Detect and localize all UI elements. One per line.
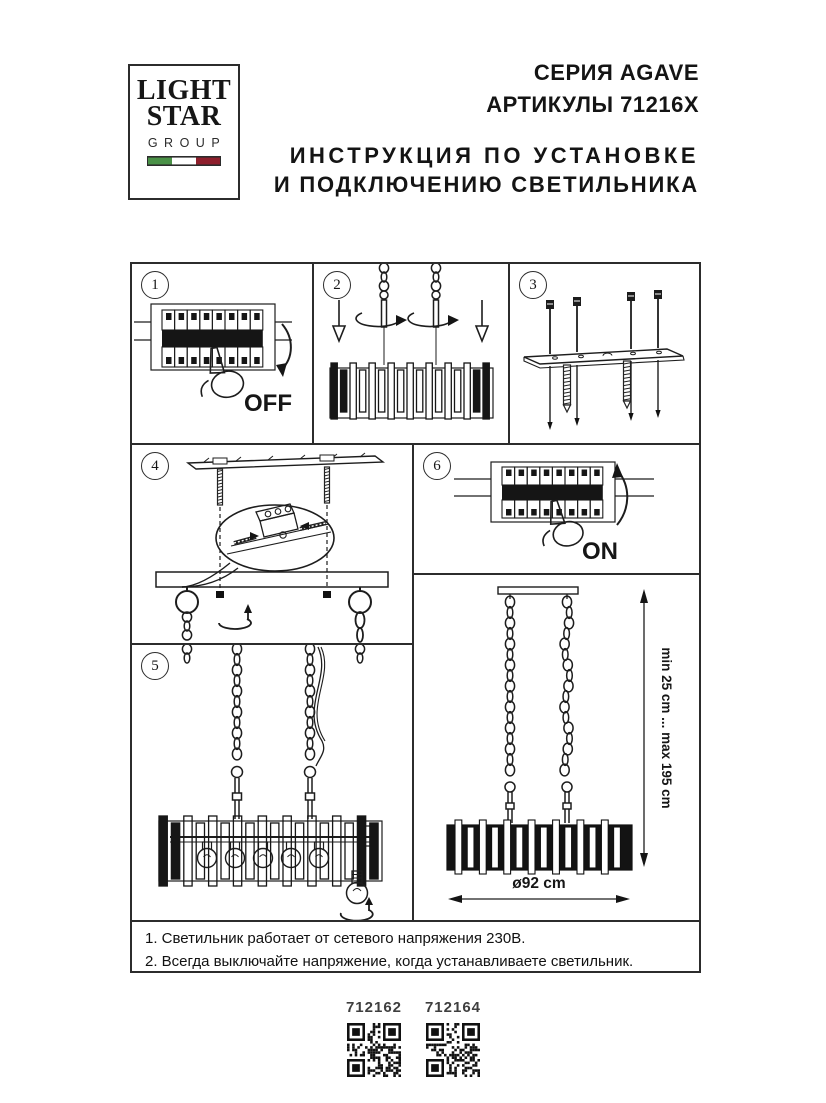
- qr-block-712164: [412, 999, 494, 1077]
- chain-left: [379, 264, 388, 291]
- panel-step-5: [130, 643, 414, 922]
- crystal-shade: [331, 363, 489, 419]
- header-titles: [274, 57, 699, 199]
- qr-code-icon: [426, 1023, 480, 1077]
- step-number-badge: 5: [141, 652, 169, 680]
- instruction-title-line1: ИНСТРУКЦИЯ ПО УСТАНОВКЕ: [289, 143, 699, 168]
- height-label: min 25 cm ... max 195 cm: [659, 647, 674, 809]
- chain-stub: [182, 645, 191, 663]
- step-number-badge: 4: [141, 452, 169, 480]
- diameter-dimension: [448, 875, 630, 903]
- fixture-dimension-drawing: [414, 575, 699, 920]
- panel-step-2: [312, 262, 510, 445]
- note-line-1: 1. Светильник работает от сетевого напряжения 230В.: [145, 930, 526, 947]
- arrow-down-icon: [276, 363, 287, 377]
- nut-icon: [323, 591, 331, 598]
- bulb-installation-diagram: [132, 645, 412, 920]
- step-number-badge: 2: [323, 271, 351, 299]
- chain-left: [232, 645, 241, 760]
- panel-step-4: [130, 443, 414, 645]
- diameter-label: ø92 cm: [512, 875, 566, 892]
- qr-code-icon: [347, 1023, 401, 1077]
- instruction-title-line2: И ПОДКЛЮЧЕНИЮ СВЕТИЛЬНИКА: [273, 172, 699, 197]
- logo-word-light: LIGHT: [136, 75, 232, 106]
- italian-flag-icon: [147, 156, 221, 166]
- step-number-badge: 1: [141, 271, 169, 299]
- logo-word-star: STAR: [146, 101, 222, 133]
- article-code: 712164: [424, 999, 482, 1016]
- notes-strip: [130, 920, 701, 973]
- article-code: 712162: [345, 999, 403, 1016]
- chain-left: [182, 612, 191, 640]
- note-line-2: 2. Всегда выключайте напряжение, когда устанавливаете светильник.: [145, 953, 634, 970]
- wall-plug: [564, 365, 571, 412]
- hook-right: [356, 612, 365, 642]
- series-title: СЕРИЯ AGAVE: [533, 60, 699, 85]
- wall-plug: [624, 361, 631, 408]
- arrow-up-icon: [612, 463, 623, 478]
- articles-title: АРТИКУЛЫ 71216X: [486, 92, 699, 117]
- nut-icon: [216, 591, 224, 598]
- panel-step-6: [412, 443, 701, 575]
- chain-right: [431, 264, 440, 291]
- panel-dimensions: [412, 573, 701, 922]
- qr-block-712162: [333, 999, 415, 1077]
- step-number-badge: 6: [423, 452, 451, 480]
- threaded-stud: [218, 469, 223, 505]
- off-label: OFF: [244, 390, 292, 417]
- rotate-arrow-icon: [219, 604, 252, 629]
- power-wire: [314, 647, 324, 766]
- terminal-block-zoom: [182, 504, 334, 587]
- panel-step-1: [130, 262, 314, 445]
- step-number-badge: 3: [519, 271, 547, 299]
- chain-right: [305, 645, 314, 760]
- height-dimension: [640, 589, 674, 867]
- breaker-on-diagram: [414, 445, 699, 573]
- chain-stub: [355, 645, 364, 663]
- lightstar-logo: [128, 64, 240, 200]
- canopy-wiring-diagram: [132, 445, 412, 643]
- threaded-stud: [325, 467, 330, 503]
- chain-right: [560, 596, 574, 776]
- logo-word-group: GROUP: [147, 136, 227, 151]
- panel-step-3: [508, 262, 701, 445]
- chain-left: [505, 596, 514, 776]
- on-label: ON: [582, 538, 618, 565]
